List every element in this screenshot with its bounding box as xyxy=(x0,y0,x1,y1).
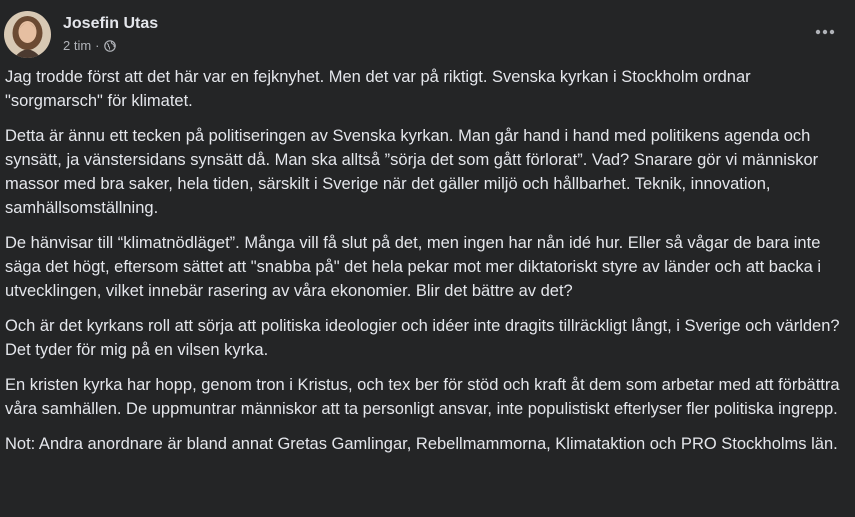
post-paragraph: Detta är ännu ett tecken på politiseringen av Svenska kyrkan. Man går hand i hand med politikens agenda och synsätt, ja vänstersidans synsätt då. Man ska alltså ”sörja det som gått förlorat”. Vad? Snarare gör vi människor massor med bra saker, hela tiden, särskilt i Sverige när det gäller miljö och hållbarhet. Teknik, innovation, samhällsomställning. xyxy=(5,127,819,217)
avatar[interactable] xyxy=(4,11,51,58)
post-paragraph: De hänvisar till “klimatnödläget”. Många vill få slut på det, men ingen har nån idé hur. Eller så vågar de bara inte säga det högt, eftersom sättet att "snabba på" det hela pekar mot mer diktatoriskt styre av länder och att backa i utvecklingen, vilket innebär rasering av våra ekonomier. Blir det bättre av det? xyxy=(5,234,822,300)
more-options-icon xyxy=(815,29,835,35)
more-options-button[interactable] xyxy=(807,14,843,50)
post-subline xyxy=(63,38,158,54)
post-paragraph: Jag trodde först att det här var en fejknyhet. Men det var på riktigt. Svenska kyrkan i Stockholm ordnar "sorgmarsch" för klimatet. xyxy=(5,68,751,110)
author-name[interactable]: Josefin Utas xyxy=(63,15,159,32)
post-body xyxy=(5,65,849,467)
separator-dot: · xyxy=(95,38,100,53)
post-meta xyxy=(63,14,158,54)
post-paragraph: En kristen kyrka har hopp, genom tron i Kristus, och tex ber för stöd och kraft åt dem som arbetar med att förbättra våra samhällen. De uppmuntrar människor att ta personligt ansvar, inte populistiskt efterlyser fler politiska ingrepp. xyxy=(5,376,840,418)
post-paragraph: Not: Andra anordnare är bland annat Gretas Gamlingar, Rebellmammorna, Klimataktion och PRO Stockholms län. xyxy=(5,435,838,453)
globe-icon xyxy=(104,40,116,52)
post-header xyxy=(4,8,158,60)
post-time[interactable]: 2 tim xyxy=(63,38,92,53)
post-paragraph: Och är det kyrkans roll att sörja att politiska ideologier och idéer inte dragits tillräckligt långt, i Sverige och världen? Det tyder för mig på en vilsen kyrka. xyxy=(5,317,840,359)
